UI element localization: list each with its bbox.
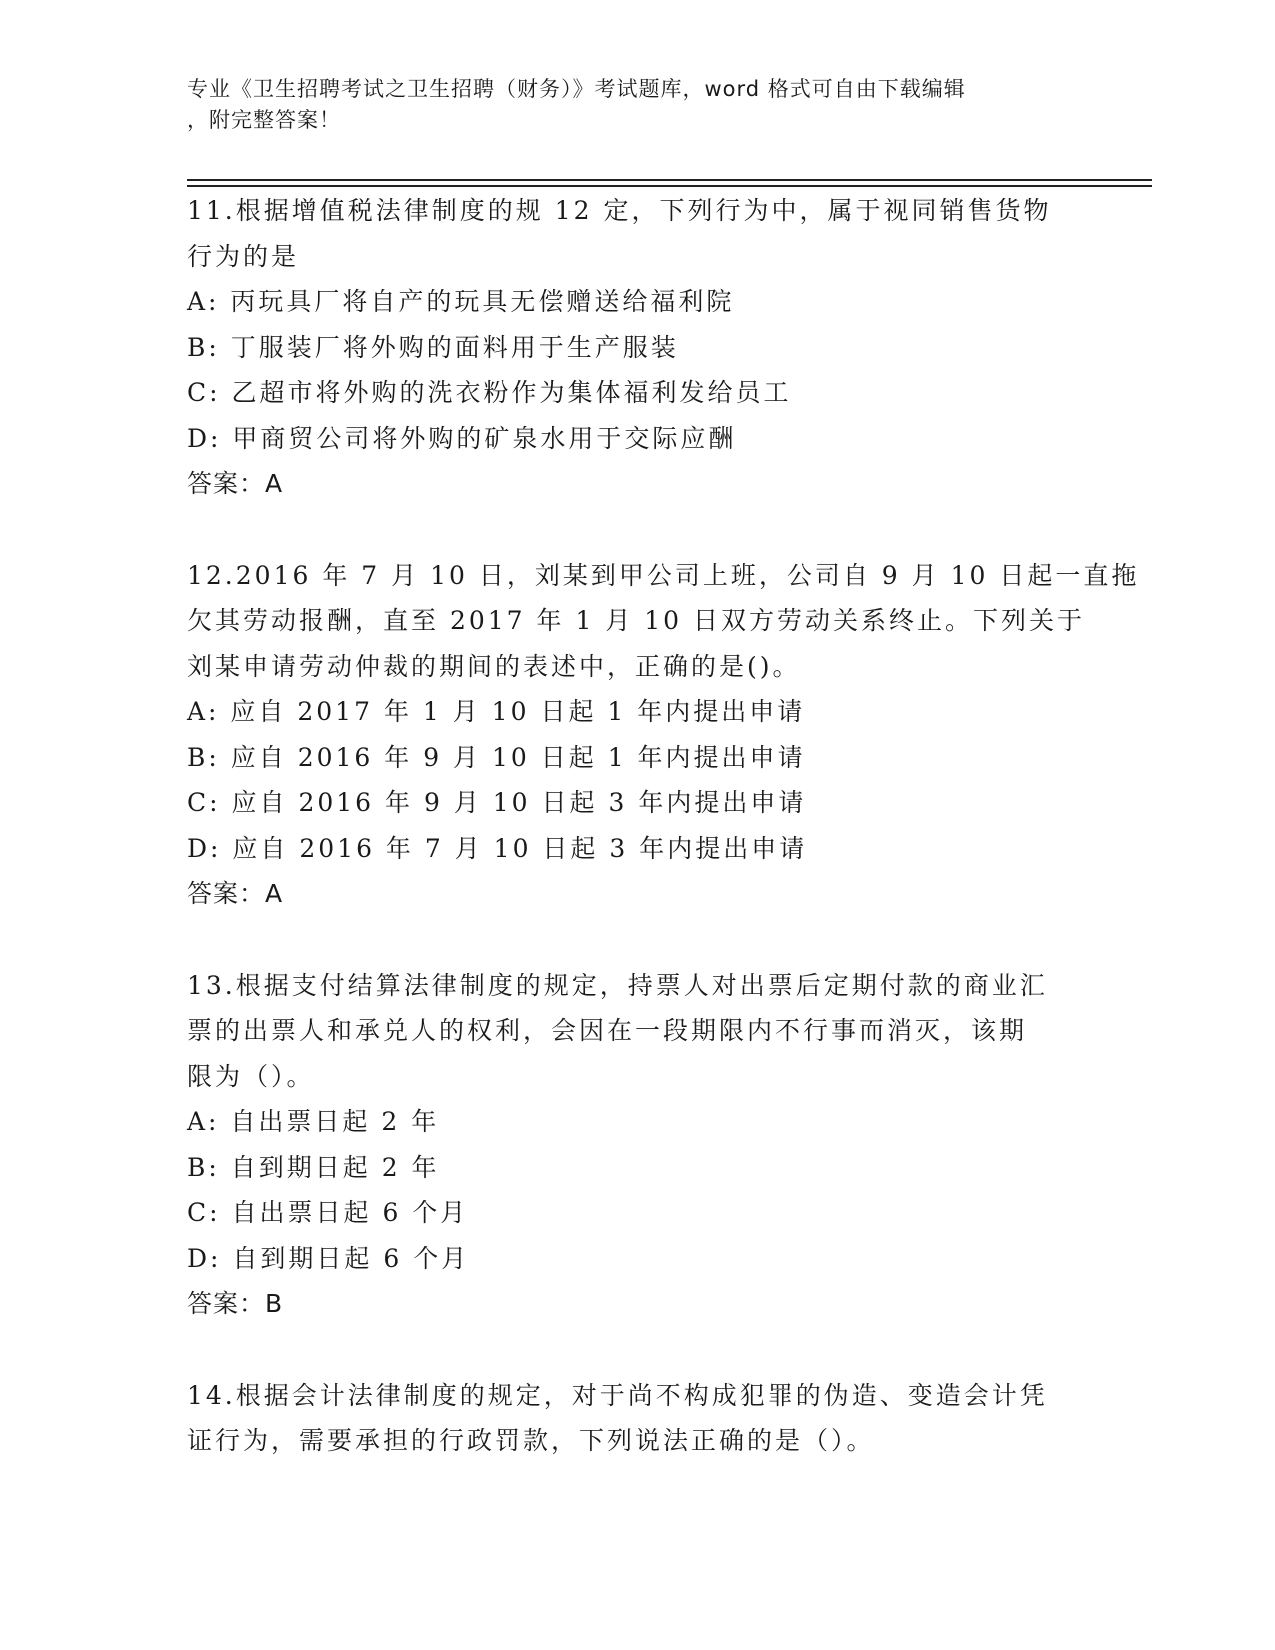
option-d: D: 自到期日起 6 个月	[187, 1243, 470, 1273]
option-a: A: 自出票日起 2 年	[187, 1107, 440, 1136]
header-divider-top	[187, 179, 1152, 181]
option-b: B: 应自 2016 年 9 月 10 日起 1 年内提出申请	[187, 742, 806, 772]
option-c: C: 自出票日起 6 个月	[187, 1198, 469, 1227]
question-text-line: 行为的是	[187, 241, 300, 271]
question-12	[187, 553, 1140, 917]
answer-label: 答案：B	[187, 1289, 284, 1318]
question-13	[187, 963, 1087, 1327]
option-c: C: 乙超市将外购的洗衣粉作为集体福利发给员工	[187, 378, 792, 407]
option-a: A: 应自 2017 年 1 月 10 日起 1 年内提出申请	[187, 697, 806, 726]
document-header	[187, 74, 1087, 136]
question-text-line: 证行为，需要承担的行政罚款，下列说法正确的是（）。	[187, 1426, 875, 1455]
option-b: B: 丁服装厂将外购的面料用于生产服装	[187, 332, 679, 362]
question-text-line: 票的出票人和承兑人的权利，会因在一段期限内不行事而消灭，该期	[187, 1016, 1028, 1045]
option-a: A: 丙玩具厂将自产的玩具无偿赠送给福利院	[187, 287, 735, 316]
question-text-line: 13.根据支付结算法律制度的规定，持票人对出票后定期付款的商业汇	[187, 970, 1048, 1000]
option-b: B: 自到期日起 2 年	[187, 1152, 440, 1182]
header-divider-bottom	[187, 185, 1152, 187]
question-11	[187, 188, 1087, 507]
option-d: D: 甲商贸公司将外购的矿泉水用于交际应酬	[187, 423, 737, 453]
question-14	[187, 1373, 1087, 1464]
answer-label: 答案：A	[187, 469, 284, 498]
question-text-line: 11.根据增值税法律制度的规 12 定，下列行为中，属于视同销售货物	[187, 196, 1052, 225]
option-d: D: 应自 2016 年 7 月 10 日起 3 年内提出申请	[187, 833, 808, 863]
question-text-line: 刘某申请劳动仲裁的期间的表述中，正确的是()。	[187, 651, 801, 681]
header-line-2: ，附完整答案！	[187, 108, 341, 132]
answer-label: 答案：A	[187, 879, 284, 908]
header-line-1: 专业《卫生招聘考试之卫生招聘（财务）》考试题库，word 格式可自由下载编辑	[187, 77, 966, 101]
option-c: C: 应自 2016 年 9 月 10 日起 3 年内提出申请	[187, 788, 807, 817]
question-list	[187, 188, 1140, 1510]
question-text-line: 欠其劳动报酬，直至 2017 年 1 月 10 日双方劳动关系终止。下列关于	[187, 606, 1086, 635]
question-text-line: 14.根据会计法律制度的规定，对于尚不构成犯罪的伪造、变造会计凭	[187, 1380, 1048, 1410]
question-text-line: 12.2016 年 7 月 10 日，刘某到甲公司上班，公司自 9 月 10 日起一直拖	[187, 560, 1140, 590]
question-text-line: 限为（）。	[187, 1061, 315, 1091]
